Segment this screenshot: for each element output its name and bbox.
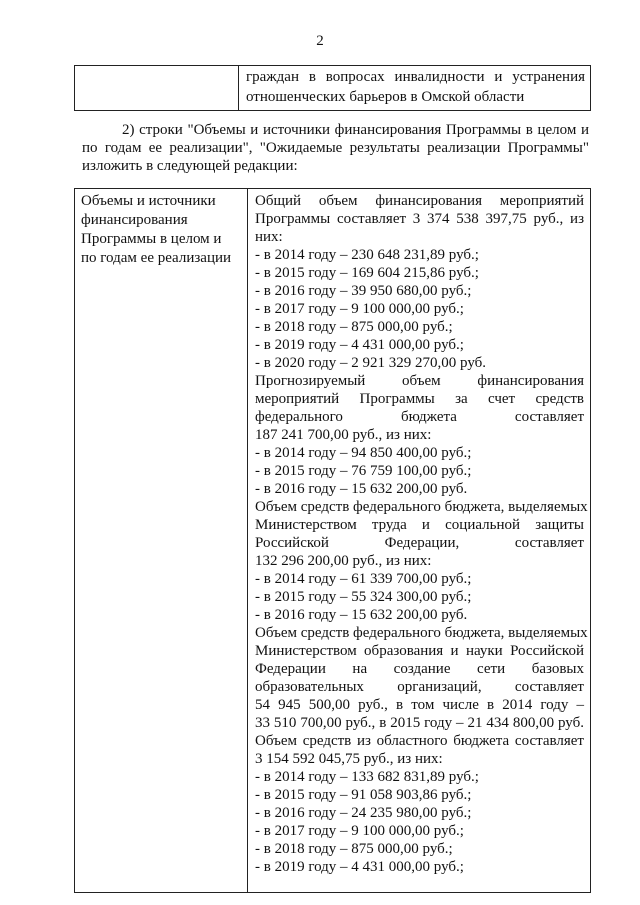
text-line: граждан в вопросах инвалидности и устранения bbox=[246, 69, 585, 85]
funding-line: - в 2016 году – 24 235 980,00 руб.; bbox=[255, 805, 472, 821]
funding-line: - в 2019 году – 4 431 000,00 руб.; bbox=[255, 337, 464, 353]
funding-line: - в 2015 году – 76 759 100,00 руб.; bbox=[255, 463, 472, 479]
funding-line: - в 2015 году – 91 058 903,86 руб.; bbox=[255, 787, 472, 803]
funding-line: - в 2014 году – 94 850 400,00 руб.; bbox=[255, 445, 472, 461]
funding-line: образовательных организаций, составляет bbox=[255, 679, 584, 695]
text-line: отношенческих барьеров в Омской области bbox=[246, 89, 525, 105]
funding-line: - в 2014 году – 133 682 831,89 руб.; bbox=[255, 769, 479, 785]
text-line: по годам ее реализации", "Ожидаемые результаты реализации Программы" bbox=[82, 140, 589, 156]
funding-line: Программы составляет 3 374 538 397,75 руб., из bbox=[255, 211, 584, 227]
funding-line: Федерации на создание сети базовых bbox=[255, 661, 584, 677]
funding-line: Прогнозируемый объем финансирования bbox=[255, 373, 584, 389]
funding-line: Министерством образования и науки Российской bbox=[255, 643, 584, 659]
funding-line: - в 2014 году – 61 339 700,00 руб.; bbox=[255, 571, 472, 587]
funding-line: Российской Федерации, составляет bbox=[255, 535, 584, 551]
funding-line: - в 2015 году – 169 604 215,86 руб.; bbox=[255, 265, 479, 281]
funding-line: 187 241 700,00 руб., из них: bbox=[255, 427, 432, 443]
funding-line: 54 945 500,00 руб., в том числе в 2014 году – bbox=[255, 697, 584, 713]
funding-line: - в 2017 году – 9 100 000,00 руб.; bbox=[255, 301, 464, 317]
funding-details-cell bbox=[248, 189, 591, 893]
funding-line: них: bbox=[255, 229, 283, 245]
funding-label-cell bbox=[75, 189, 248, 893]
amendment-paragraph bbox=[82, 121, 589, 175]
text-line: изложить в следующей редакции: bbox=[82, 158, 298, 174]
funding-line: - в 2016 году – 39 950 680,00 руб.; bbox=[255, 283, 472, 299]
funding-line: федерального бюджета составляет bbox=[255, 409, 584, 425]
funding-line: Объем средств федерального бюджета, выделяемых bbox=[255, 499, 588, 515]
funding-line: мероприятий Программы за счет средств bbox=[255, 391, 584, 407]
funding-line: - в 2020 году – 2 921 329 270,00 руб. bbox=[255, 355, 487, 371]
funding-line: 3 154 592 045,75 руб., из них: bbox=[255, 751, 443, 767]
funding-line: - в 2016 году – 15 632 200,00 руб. bbox=[255, 481, 468, 497]
text-line: Программы в целом и bbox=[81, 231, 222, 247]
funding-line: - в 2014 году – 230 648 231,89 руб.; bbox=[255, 247, 479, 263]
funding-table bbox=[74, 188, 591, 893]
text-line: 2) строки "Объемы и источники финансирования Программы в целом и bbox=[122, 122, 589, 138]
text-line: финансирования bbox=[81, 212, 188, 228]
funding-line: - в 2015 году – 55 324 300,00 руб.; bbox=[255, 589, 472, 605]
funding-line: Объем средств из областного бюджета составляет bbox=[255, 733, 584, 749]
funding-line: - в 2018 году – 875 000,00 руб.; bbox=[255, 319, 453, 335]
funding-line: Объем средств федерального бюджета, выделяемых bbox=[255, 625, 588, 641]
empty-left-cell bbox=[75, 66, 239, 111]
funding-line: - в 2016 году – 15 632 200,00 руб. bbox=[255, 607, 468, 623]
previous-table-continuation bbox=[74, 65, 591, 111]
text-line: по годам ее реализации bbox=[81, 250, 232, 266]
funding-line: - в 2019 году – 4 431 000,00 руб.; bbox=[255, 859, 464, 875]
previous-table-right-cell bbox=[239, 66, 591, 111]
funding-line: - в 2018 году – 875 000,00 руб.; bbox=[255, 841, 453, 857]
funding-line: 33 510 700,00 руб., в 2015 году – 21 434 800,00 руб. bbox=[255, 715, 584, 731]
page-number: 2 bbox=[316, 33, 324, 49]
funding-line: Общий объем финансирования мероприятий bbox=[255, 193, 584, 209]
text-line: Объемы и источники bbox=[81, 193, 216, 209]
funding-line: 132 296 200,00 руб., из них: bbox=[255, 553, 432, 569]
funding-line: - в 2017 году – 9 100 000,00 руб.; bbox=[255, 823, 464, 839]
funding-line: Министерством труда и социальной защиты bbox=[255, 517, 584, 533]
